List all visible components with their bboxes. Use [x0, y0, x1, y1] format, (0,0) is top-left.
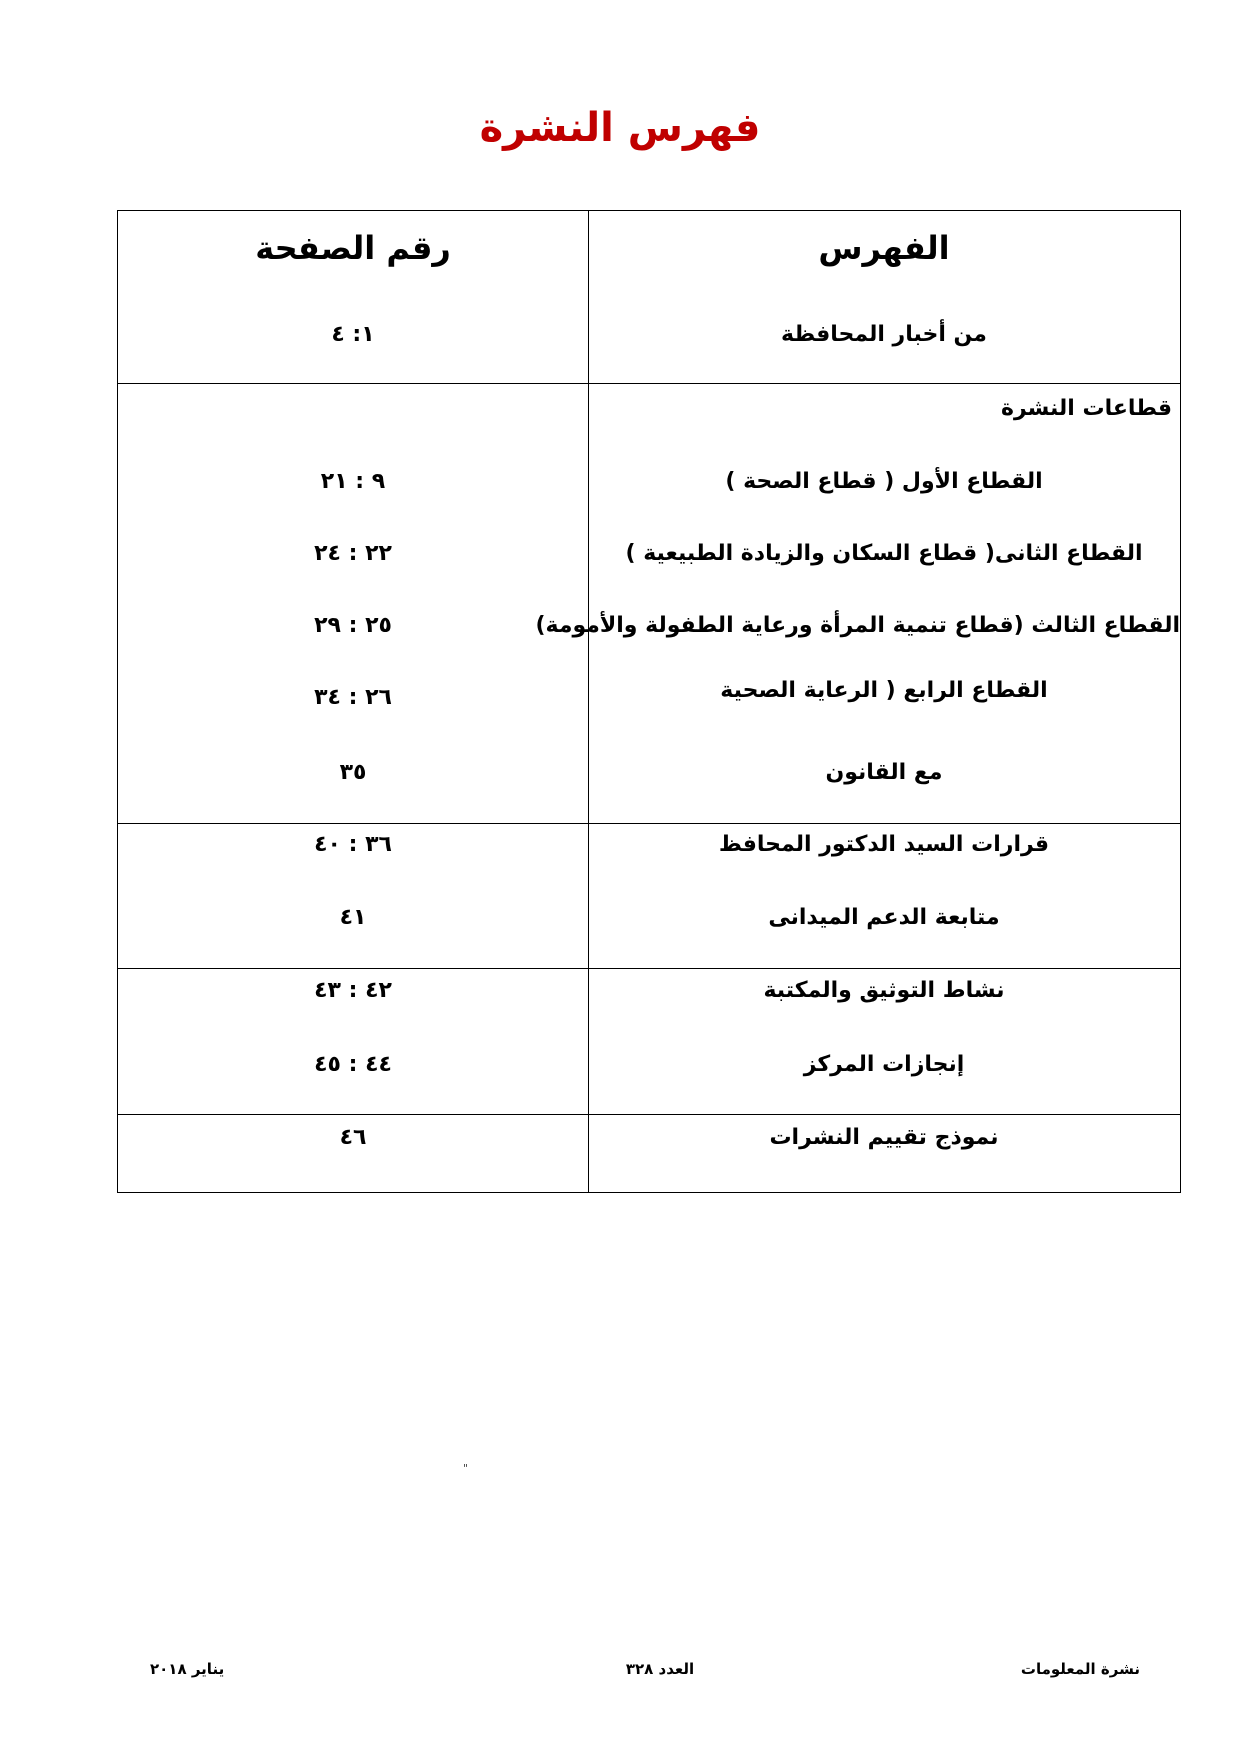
index-entry-title: من أخبار المحافظة [781, 322, 987, 347]
index-entry-pages: ٤٢ : ٤٣ [314, 978, 392, 1003]
index-entry-title: متابعة الدعم الميدانى [768, 905, 1000, 930]
index-entry-pages: ٣٥ [339, 760, 367, 785]
index-entry-pages: ٤٤ : ٤٥ [314, 1052, 392, 1077]
row-separator [118, 383, 1180, 384]
stray-mark: " [463, 1462, 469, 1475]
index-entry-pages: ٤٦ [339, 1125, 367, 1150]
index-entry-pages: ٢٢ : ٢٤ [314, 541, 392, 566]
row-separator [118, 968, 1180, 969]
section-heading: قطاعات النشرة [1001, 396, 1172, 421]
footer-issue-number: العدد ٣٢٨ [625, 1660, 695, 1678]
index-entry-pages: ٢٦ : ٣٤ [314, 685, 392, 710]
index-entry-title: القطاع الثانى( قطاع السكان والزيادة الطبيعية ) [625, 541, 1143, 566]
index-entry-title: نشاط التوثيق والمكتبة [763, 978, 1005, 1003]
page-title: فهرس النشرة [479, 105, 761, 151]
footer-date: يناير ٢٠١٨ [150, 1660, 225, 1678]
index-entry-title: قرارات السيد الدكتور المحافظ [718, 832, 1050, 857]
page-column-header: رقم الصفحة [255, 229, 451, 267]
index-entry-pages: ٣٦ : ٤٠ [314, 832, 392, 857]
index-entry-title: القطاع الرابع ( الرعاية الصحية [720, 678, 1048, 703]
index-entry-pages: ٢٥ : ٢٩ [314, 613, 392, 638]
index-entry-title: القطاع الثالث (قطاع تنمية المرأة ورعاية الطفولة والأمومة) [535, 613, 1180, 638]
index-entry-pages: ٤١ [339, 905, 367, 930]
index-entry-pages: ٩ : ٢١ [320, 469, 386, 494]
index-entry-pages: ١: ٤ [331, 322, 375, 347]
index-entry-title: نموذج تقييم النشرات [769, 1125, 999, 1150]
row-separator [118, 823, 1180, 824]
index-entry-title: مع القانون [825, 760, 943, 785]
footer-publication-name: نشرة المعلومات [1020, 1660, 1140, 1678]
index-entry-title: إنجازات المركز [803, 1052, 965, 1077]
index-table [117, 210, 1181, 1193]
row-separator [118, 1114, 1180, 1115]
index-column-header: الفهرس [818, 229, 950, 267]
index-entry-title: القطاع الأول ( قطاع الصحة ) [725, 469, 1043, 494]
